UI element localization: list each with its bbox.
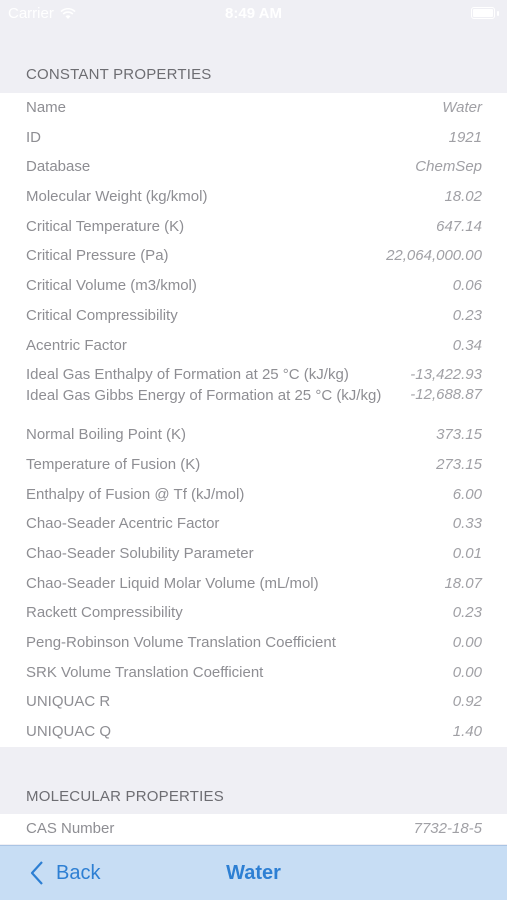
section-header-molecular-properties: MOLECULAR PROPERTIES <box>26 788 224 805</box>
clock: 8:49 AM <box>225 5 282 22</box>
property-value: 0.00 <box>452 663 482 681</box>
property-label: ID <box>26 128 41 146</box>
section-header-constant-properties: CONSTANT PROPERTIES <box>26 66 212 83</box>
enthalpy-label-text: Ideal Gas Enthalpy of Formation at 25 °C (kJ/kg) <box>26 366 349 384</box>
property-value: 7732-18-5 <box>413 820 482 837</box>
property-label-gibbs <box>26 385 381 406</box>
property-label: Database <box>26 158 91 176</box>
property-label: Critical Volume (m3/kmol) <box>26 277 197 295</box>
property-label: CAS Number <box>26 820 115 837</box>
property-label: Molecular Weight (kg/kmol) <box>26 188 208 206</box>
property-value: 22,064,000.00 <box>386 247 482 265</box>
bottom-toolbar <box>0 845 507 900</box>
property-label: Critical Pressure (Pa) <box>26 247 169 265</box>
property-label: Rackett Compressibility <box>26 604 183 622</box>
property-value-gibbs: -12,688.87 <box>410 386 482 404</box>
battery-tip <box>497 11 499 16</box>
property-row-normal-boiling-point[interactable] <box>0 420 507 450</box>
property-row-peng-robinson[interactable] <box>0 628 507 658</box>
property-row-uniquac-q[interactable] <box>0 717 507 747</box>
property-row-critical-temperature[interactable] <box>0 212 507 242</box>
property-value: 0.06 <box>452 277 482 295</box>
property-value: 273.15 <box>436 455 482 473</box>
property-value: 0.33 <box>452 515 482 533</box>
property-value: 0.01 <box>452 544 482 562</box>
property-label: Peng-Robinson Volume Translation Coefficient <box>26 634 336 651</box>
property-row-molecular-weight[interactable] <box>0 182 507 212</box>
property-label: Chao-Seader Solubility Parameter <box>26 544 254 562</box>
property-value: 6.00 <box>452 485 482 503</box>
property-value: 1921 <box>448 128 482 146</box>
property-row-database[interactable] <box>0 152 507 182</box>
property-label: SRK Volume Translation Coefficient <box>26 663 264 681</box>
property-row-acentric-factor[interactable] <box>0 331 507 361</box>
property-row-uniquac-r[interactable] <box>0 687 507 717</box>
property-label: Acentric Factor <box>26 336 127 354</box>
property-label: Chao-Seader Liquid Molar Volume (mL/mol) <box>26 574 319 592</box>
property-value: 0.00 <box>452 634 482 651</box>
property-label: Temperature of Fusion (K) <box>26 455 201 473</box>
molecular-properties-group <box>0 814 507 844</box>
property-value: 0.34 <box>452 336 482 354</box>
property-row-chao-seader-solubility[interactable] <box>0 539 507 569</box>
property-row-srk[interactable] <box>0 658 507 688</box>
property-value-enthalpy: -13,422.93 <box>410 366 482 384</box>
constant-properties-group <box>0 93 507 747</box>
gibbs-label-text: Ideal Gas Gibbs Energy of Formation at 25 °C (kJ/kg) <box>26 387 382 405</box>
property-row-chao-seader-acentric[interactable] <box>0 509 507 539</box>
property-value: 0.23 <box>452 604 482 622</box>
property-row-ideal-gas-formation[interactable] <box>0 360 507 420</box>
property-label: UNIQUAC R <box>26 693 111 711</box>
property-row-cas-number[interactable] <box>0 814 507 844</box>
status-bar <box>0 0 507 28</box>
property-value: 18.07 <box>444 574 482 592</box>
property-label: Critical Compressibility <box>26 306 178 324</box>
property-row-critical-pressure[interactable] <box>0 241 507 271</box>
property-value: 647.14 <box>436 217 482 235</box>
property-row-rackett-compressibility[interactable] <box>0 598 507 628</box>
back-button-label: Back <box>56 861 101 884</box>
property-value: Water <box>442 99 482 116</box>
property-row-enthalpy-of-fusion[interactable] <box>0 480 507 510</box>
property-row-name[interactable] <box>0 93 507 123</box>
property-label: Critical Temperature (K) <box>26 217 185 235</box>
property-value: 18.02 <box>444 188 482 206</box>
property-label-enthalpy <box>26 364 349 385</box>
property-value: 0.23 <box>452 306 482 324</box>
property-label: Normal Boiling Point (K) <box>26 426 187 444</box>
property-row-critical-compressibility[interactable] <box>0 301 507 331</box>
property-row-temperature-of-fusion[interactable] <box>0 450 507 480</box>
property-row-id[interactable] <box>0 123 507 153</box>
battery-icon <box>471 7 495 19</box>
toolbar-title: Water <box>226 862 281 884</box>
carrier-label: Carrier <box>8 5 54 22</box>
property-label: Chao-Seader Acentric Factor <box>26 515 220 533</box>
property-row-critical-volume[interactable] <box>0 271 507 301</box>
property-value: 0.92 <box>452 693 482 711</box>
property-value: 373.15 <box>436 426 482 444</box>
property-value: 1.40 <box>452 723 482 741</box>
property-value: ChemSep <box>415 158 482 176</box>
property-label: UNIQUAC Q <box>26 723 112 741</box>
property-label: Name <box>26 99 67 116</box>
property-row-chao-seader-molar-volume[interactable] <box>0 569 507 599</box>
property-label: Enthalpy of Fusion @ Tf (kJ/mol) <box>26 485 245 503</box>
